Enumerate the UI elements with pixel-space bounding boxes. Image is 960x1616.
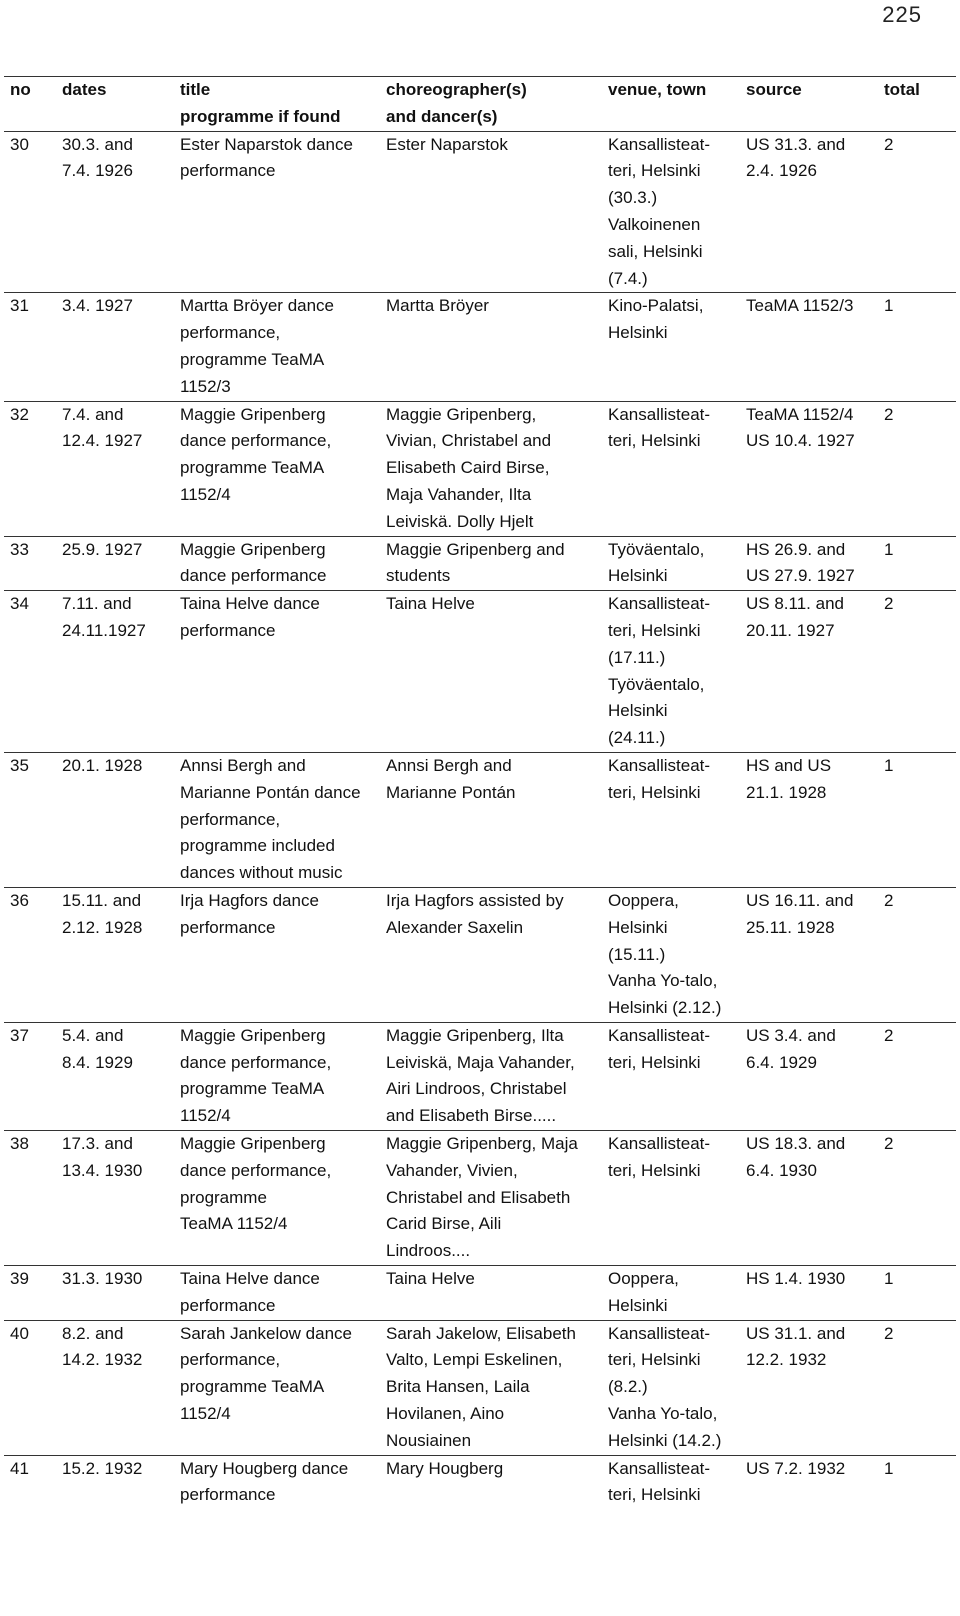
cell-source: HS 1.4. 1930 <box>746 1269 846 1289</box>
cell-source: US 31.3. and 2.4. 1926 <box>746 134 846 181</box>
cell-source: HS and US 21.1. 1928 <box>746 755 832 802</box>
cell-no: 36 <box>10 890 29 910</box>
page-number: 225 <box>882 2 922 27</box>
cell-choreographers: Maggie Gripenberg and students <box>386 539 565 586</box>
cell-choreographers: Martta Bröyer <box>386 296 489 316</box>
cell-venue: Kansallisteat- teri, Helsinki (30.3.) Valkoinenen sali, Helsinki (7.4.) <box>608 134 711 288</box>
cell-total: 2 <box>884 1134 894 1154</box>
cell-dates: 17.3. and 13.4. 1930 <box>62 1134 143 1180</box>
cell-choreographers: Taina Helve <box>386 1269 475 1289</box>
cell-title: Ester Naparstok dance performance <box>180 134 353 181</box>
cell-total: 2 <box>884 890 894 910</box>
cell-venue: Kansallisteat- teri, Helsinki (8.2.) Vanha Yo-talo, Helsinki (14.2.) <box>608 1323 722 1450</box>
performance-table <box>4 76 956 1509</box>
cell-no: 33 <box>10 539 29 559</box>
cell-source: TeaMA 1152/3 <box>746 296 854 316</box>
cell-total: 2 <box>884 1025 894 1045</box>
table-row <box>4 887 956 1022</box>
header-dates: dates <box>56 77 174 132</box>
cell-venue: Kansallisteat- teri, Helsinki <box>608 1134 711 1180</box>
cell-title: Maggie Gripenberg dance performance, programme TeaMA 1152/4 <box>180 1134 332 1234</box>
cell-choreographers: Maggie Gripenberg, Vivian, Christabel and Elisabeth Caird Birse, Maja Vahander, Ilta Leiviskä. Dolly Hjelt <box>386 404 552 531</box>
cell-choreographers: Mary Hougberg <box>386 1458 504 1478</box>
cell-dates: 3.4. 1927 <box>62 296 133 316</box>
cell-venue: Kansallisteat- teri, Helsinki <box>608 1025 711 1072</box>
cell-venue: Ooppera, Helsinki <box>608 1269 679 1315</box>
cell-venue: Työväentalo, Helsinki <box>608 539 705 586</box>
cell-no: 35 <box>10 755 29 775</box>
header-source: source <box>740 77 878 132</box>
cell-no: 40 <box>10 1323 29 1343</box>
cell-total: 1 <box>884 296 894 316</box>
cell-venue: Kansallisteat- teri, Helsinki <box>608 1458 711 1505</box>
header-no: no <box>4 77 56 132</box>
cell-choreographers: Maggie Gripenberg, Ilta Leiviskä, Maja Vahander, Airi Lindroos, Christabel and Elisabeth Birse..... <box>386 1025 575 1126</box>
cell-no: 31 <box>10 296 29 316</box>
cell-dates: 7.4. and 12.4. 1927 <box>62 404 143 451</box>
cell-title: Maggie Gripenberg dance performance <box>180 539 327 586</box>
cell-title: Martta Bröyer dance performance, programme TeaMA 1152/3 <box>180 296 335 396</box>
cell-title: Sarah Jankelow dance performance, programme TeaMA 1152/4 <box>180 1323 353 1424</box>
cell-choreographers: Annsi Bergh and Marianne Pontán <box>386 755 516 802</box>
table-row <box>4 401 956 536</box>
header-choreographers: choreographer(s) and dancer(s) <box>380 77 602 132</box>
cell-total: 2 <box>884 404 894 424</box>
cell-dates: 30.3. and 7.4. 1926 <box>62 134 133 181</box>
table-row <box>4 1022 956 1130</box>
cell-title: Taina Helve dance performance <box>180 1269 320 1315</box>
cell-choreographers: Taina Helve <box>386 594 475 614</box>
cell-dates: 15.11. and 2.12. 1928 <box>62 890 143 937</box>
cell-title: Irja Hagfors dance performance <box>180 890 319 937</box>
cell-choreographers: Sarah Jakelow, Elisabeth Valto, Lempi Eskelinen, Brita Hansen, Laila Hovilanen, Aino Nousiainen <box>386 1323 576 1450</box>
header-title: title programme if found <box>174 77 380 132</box>
cell-no: 30 <box>10 134 29 154</box>
cell-title: Mary Hougberg dance performance <box>180 1458 349 1505</box>
cell-no: 34 <box>10 594 29 614</box>
table-row <box>4 752 956 887</box>
cell-no: 37 <box>10 1025 29 1045</box>
cell-source: US 7.2. 1932 <box>746 1458 846 1478</box>
cell-total: 1 <box>884 1269 894 1289</box>
cell-dates: 25.9. 1927 <box>62 539 143 559</box>
cell-choreographers: Maggie Gripenberg, Maja Vahander, Vivien, Christabel and Elisabeth Carid Birse, Aili Lindroos.... <box>386 1134 578 1261</box>
cell-dates: 15.2. 1932 <box>62 1458 143 1478</box>
table-row <box>4 1131 956 1266</box>
cell-source: US 16.11. and 25.11. 1928 <box>746 890 854 937</box>
cell-no: 41 <box>10 1458 29 1478</box>
cell-venue: Kansallisteat- teri, Helsinki <box>608 755 711 802</box>
cell-no: 39 <box>10 1269 29 1289</box>
header-total: total <box>878 77 956 132</box>
cell-dates: 5.4. and 8.4. 1929 <box>62 1025 133 1072</box>
table-row <box>4 1455 956 1509</box>
table-row <box>4 1266 956 1321</box>
cell-dates: 8.2. and 14.2. 1932 <box>62 1323 143 1370</box>
cell-venue: Ooppera, Helsinki (15.11.) Vanha Yo-talo, Helsinki (2.12.) <box>608 890 722 1018</box>
cell-total: 2 <box>884 134 894 154</box>
cell-venue: Kino-Palatsi, Helsinki <box>608 296 704 343</box>
cell-choreographers: Irja Hagfors assisted by Alexander Saxelin <box>386 890 564 937</box>
cell-title: Maggie Gripenberg dance performance, programme TeaMA 1152/4 <box>180 1025 332 1126</box>
table-row <box>4 293 956 401</box>
table-row <box>4 536 956 591</box>
cell-title: Taina Helve dance performance <box>180 594 320 640</box>
header-venue: venue, town <box>602 77 740 132</box>
cell-venue: Kansallisteat- teri, Helsinki <box>608 404 711 451</box>
cell-source: US 3.4. and 6.4. 1929 <box>746 1025 836 1072</box>
cell-total: 1 <box>884 755 894 775</box>
table-row <box>4 591 956 753</box>
cell-title: Maggie Gripenberg dance performance, programme TeaMA 1152/4 <box>180 404 332 504</box>
cell-venue: Kansallisteat- teri, Helsinki (17.11.) Työväentalo, Helsinki (24.11.) <box>608 594 711 748</box>
table-row <box>4 131 956 293</box>
cell-dates: 31.3. 1930 <box>62 1269 143 1289</box>
cell-total: 1 <box>884 539 894 559</box>
cell-source: HS 26.9. and US 27.9. 1927 <box>746 539 855 586</box>
cell-total: 2 <box>884 1323 894 1343</box>
cell-dates: 20.1. 1928 <box>62 755 143 775</box>
cell-source: US 18.3. and 6.4. 1930 <box>746 1134 846 1180</box>
cell-no: 38 <box>10 1134 29 1154</box>
cell-title: Annsi Bergh and Marianne Pontán dance performance, programme included dances without music <box>180 755 361 883</box>
cell-source: US 31.1. and 12.2. 1932 <box>746 1323 846 1370</box>
table-header-row <box>4 77 956 132</box>
table-row <box>4 1320 956 1455</box>
cell-total: 2 <box>884 594 894 614</box>
cell-source: US 8.11. and 20.11. 1927 <box>746 594 844 640</box>
cell-dates: 7.11. and 24.11.1927 <box>62 594 146 640</box>
cell-no: 32 <box>10 404 29 424</box>
cell-choreographers: Ester Naparstok <box>386 134 508 154</box>
cell-total: 1 <box>884 1458 894 1478</box>
cell-source: TeaMA 1152/4 US 10.4. 1927 <box>746 404 855 451</box>
